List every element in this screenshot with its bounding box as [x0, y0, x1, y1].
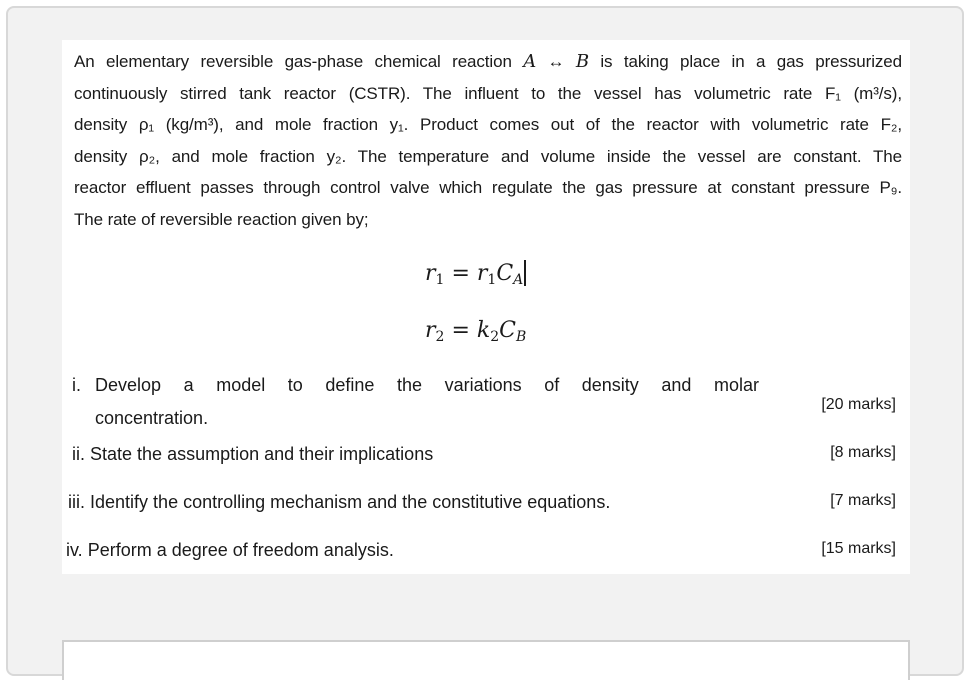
rate-equation-2: $r_2 = k_2C_B$ [425, 318, 527, 345]
task-i-marks: [20 marks] [821, 396, 896, 413]
task-i-label: i. [72, 375, 81, 395]
statement-line-6: The rate of reversible reaction given by; [74, 209, 369, 229]
text-cursor [524, 260, 526, 286]
statement-line-5: reactor effluent passes through control valve which regulate the gas pressure at constant pressure P₉. [74, 178, 902, 197]
task-iii-marks: [7 marks] [830, 492, 896, 509]
statement-line-3: density ρ₁ (kg/m³), and mole fraction y₁. Product comes out of the reactor with volumetric rate F₂, [74, 115, 902, 134]
question-panel [62, 40, 910, 574]
task-iii-item: iii. Identify the controlling mechanism and the constitutive equations. [68, 492, 611, 512]
task-iv-marks: [15 marks] [821, 540, 896, 557]
rate-equation-1: $r_1 = r_1C_A$ [425, 260, 526, 288]
task-ii-marks: [8 marks] [830, 444, 896, 461]
statement-line-2: continuously stirred tank reactor (CSTR). The influent to the vessel has volumetric rate F₁ (m³/s), [74, 83, 902, 103]
statement-line-4: density ρ₂, and mole fraction y₂. The temperature and volume inside the vessel are constant. The [74, 146, 902, 166]
task-iv-item: iv. Perform a degree of freedom analysis. [66, 540, 394, 560]
problem-statement [74, 46, 902, 235]
task-i-text: Develop a model to define the variations of density and molar concentration. [95, 375, 759, 428]
statement-line-1: An elementary reversible gas-phase chemical reaction A ↔ B is taking place in a gas pressurized [74, 51, 902, 72]
next-content-box [62, 640, 910, 680]
task-ii-item: ii. State the assumption and their implications [72, 444, 434, 464]
